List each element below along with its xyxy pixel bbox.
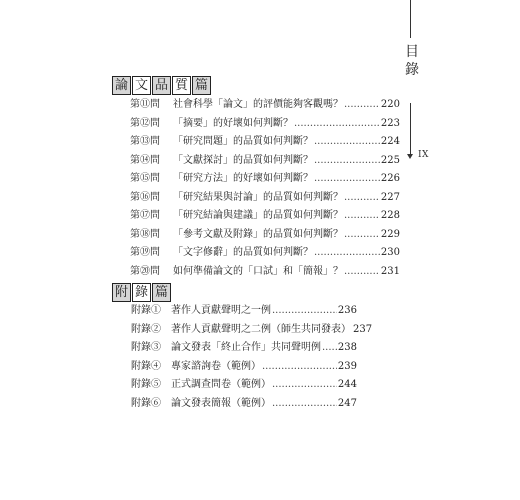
toc-leader-dots [294, 115, 380, 134]
toc-entry-title: 論文發表「終止合作」共同聲明例 [171, 342, 321, 353]
toc-entry-title: 如何準備論文的「口試」和「簡報」？ [173, 265, 343, 277]
toc-list-appendix [131, 302, 373, 413]
toc-entry-title: 「參考文獻及附錄」的品質如何判斷？ [173, 228, 343, 240]
toc-entry-page: 237 [353, 323, 373, 335]
toc-entry-number: 附錄⑤ [131, 379, 161, 390]
margin-rule-top [410, 0, 411, 38]
toc-entry-number: 附錄② [131, 323, 161, 335]
toc-entry-page: 231 [380, 265, 400, 277]
toc-entry[interactable] [131, 376, 357, 395]
toc-leader-dots [344, 207, 380, 226]
toc-leader-dots [272, 376, 337, 395]
toc-entry-number: 第⑪問 [130, 99, 160, 110]
section-heading-quality [112, 76, 211, 95]
toc-leader-dots [314, 244, 380, 263]
toc-entry[interactable] [130, 170, 400, 189]
heading-char: 質 [172, 76, 191, 95]
toc-entry-title: 「研究方法」的好壞如何判斷？ [173, 173, 313, 184]
toc-leader-dots [272, 302, 337, 321]
toc-entry-title: 論文發表簡報（範例） [171, 397, 271, 409]
toc-entry[interactable] [130, 152, 400, 171]
toc-entry-title: 社會科學「論文」的評價能夠客觀嗎？ [173, 99, 343, 110]
toc-leader-dots [344, 226, 380, 245]
toc-entry-title: 「文字修辭」的品質如何判斷？ [173, 247, 313, 258]
toc-entry[interactable] [131, 302, 357, 321]
toc-entry[interactable] [130, 189, 400, 208]
toc-leader-dots [344, 96, 380, 115]
toc-leader-dots [314, 133, 380, 152]
toc-entry[interactable] [130, 263, 400, 282]
toc-entry-title: 正式調查問卷（範例） [171, 379, 271, 390]
heading-char: 篇 [192, 76, 211, 95]
margin-title-char-2: 錄 [405, 62, 419, 78]
toc-entry-title: 專家諮詢卷（範例） [171, 360, 261, 372]
toc-entry-page: 236 [337, 305, 357, 316]
toc-entry[interactable] [131, 321, 373, 340]
heading-char: 論 [112, 76, 131, 95]
page-number: IX [418, 150, 429, 160]
toc-entry-page: 247 [337, 397, 357, 409]
toc-entry-number: 第⑭問 [130, 154, 160, 166]
toc-leader-dots [344, 263, 380, 282]
toc-entry-number: 第⑮問 [130, 173, 160, 184]
toc-entry[interactable] [131, 395, 357, 414]
margin-title [403, 43, 421, 79]
toc-entry-number: 附錄④ [131, 360, 161, 372]
toc-entry-title: 「研究問題」的品質如何判斷？ [173, 136, 313, 147]
toc-entry-title: 「摘要」的好壞如何判斷？ [173, 117, 293, 129]
margin-rule-bottom [410, 103, 411, 155]
toc-leader-dots [314, 152, 380, 171]
toc-entry[interactable] [130, 133, 400, 152]
toc-entry[interactable] [130, 115, 400, 134]
toc-leader-dots [272, 395, 337, 414]
toc-entry-page: 224 [380, 136, 400, 147]
toc-entry-number: 第⑲問 [130, 247, 160, 258]
heading-char: 篇 [152, 283, 171, 302]
toc-entry-page: 220 [380, 99, 400, 110]
toc-entry[interactable] [131, 339, 357, 358]
margin-arrow-icon [407, 154, 413, 159]
toc-entry-page: 238 [337, 342, 357, 353]
heading-char: 文 [132, 76, 151, 95]
toc-entry-number: 第⑫問 [130, 117, 160, 129]
toc-entry-page: 244 [337, 379, 357, 390]
toc-entry-page: 225 [380, 154, 400, 166]
toc-leader-dots [314, 170, 380, 189]
toc-entry[interactable] [130, 96, 400, 115]
toc-entry-title: 「文獻探討」的品質如何判斷？ [173, 154, 313, 166]
toc-entry-title: 「研究結論與建議」的品質如何判斷？ [173, 210, 343, 221]
section-heading-appendix [112, 283, 171, 302]
toc-entry-page: 239 [337, 360, 357, 372]
toc-entry[interactable] [130, 207, 400, 226]
toc-entry-number: 第⑰問 [130, 210, 160, 221]
toc-entry[interactable] [131, 358, 357, 377]
toc-leader-dots [322, 339, 337, 358]
toc-list-quality [130, 96, 400, 281]
toc-leader-dots [344, 189, 380, 208]
toc-leader-dots [262, 358, 337, 377]
margin-title-char-1: 目 [405, 44, 419, 60]
toc-entry-title: 著作人貢獻聲明之一例 [171, 305, 271, 316]
toc-entry-number: 第⑬問 [130, 136, 160, 147]
heading-char: 附 [112, 283, 131, 302]
toc-entry-number: 附錄③ [131, 342, 161, 353]
toc-entry-number: 第⑳問 [130, 265, 160, 277]
toc-entry-page: 223 [380, 117, 400, 129]
toc-entry-page: 229 [380, 228, 400, 240]
toc-entry-number: 第⑯問 [130, 191, 160, 203]
toc-entry-page: 227 [380, 191, 400, 203]
heading-char: 錄 [132, 283, 151, 302]
toc-entry-title: 著作人貢獻聲明之二例（師生共同發表） [171, 323, 351, 335]
toc-entry[interactable] [130, 226, 400, 245]
toc-entry-number: 附錄⑥ [131, 397, 161, 409]
toc-entry-number: 附錄① [131, 305, 161, 316]
toc-entry-page: 230 [380, 247, 400, 258]
toc-entry[interactable] [130, 244, 400, 263]
heading-char: 品 [152, 76, 171, 95]
toc-entry-number: 第⑱問 [130, 228, 160, 240]
toc-entry-title: 「研究結果與討論」的品質如何判斷？ [173, 191, 343, 203]
toc-entry-page: 228 [380, 210, 400, 221]
toc-entry-page: 226 [380, 173, 400, 184]
